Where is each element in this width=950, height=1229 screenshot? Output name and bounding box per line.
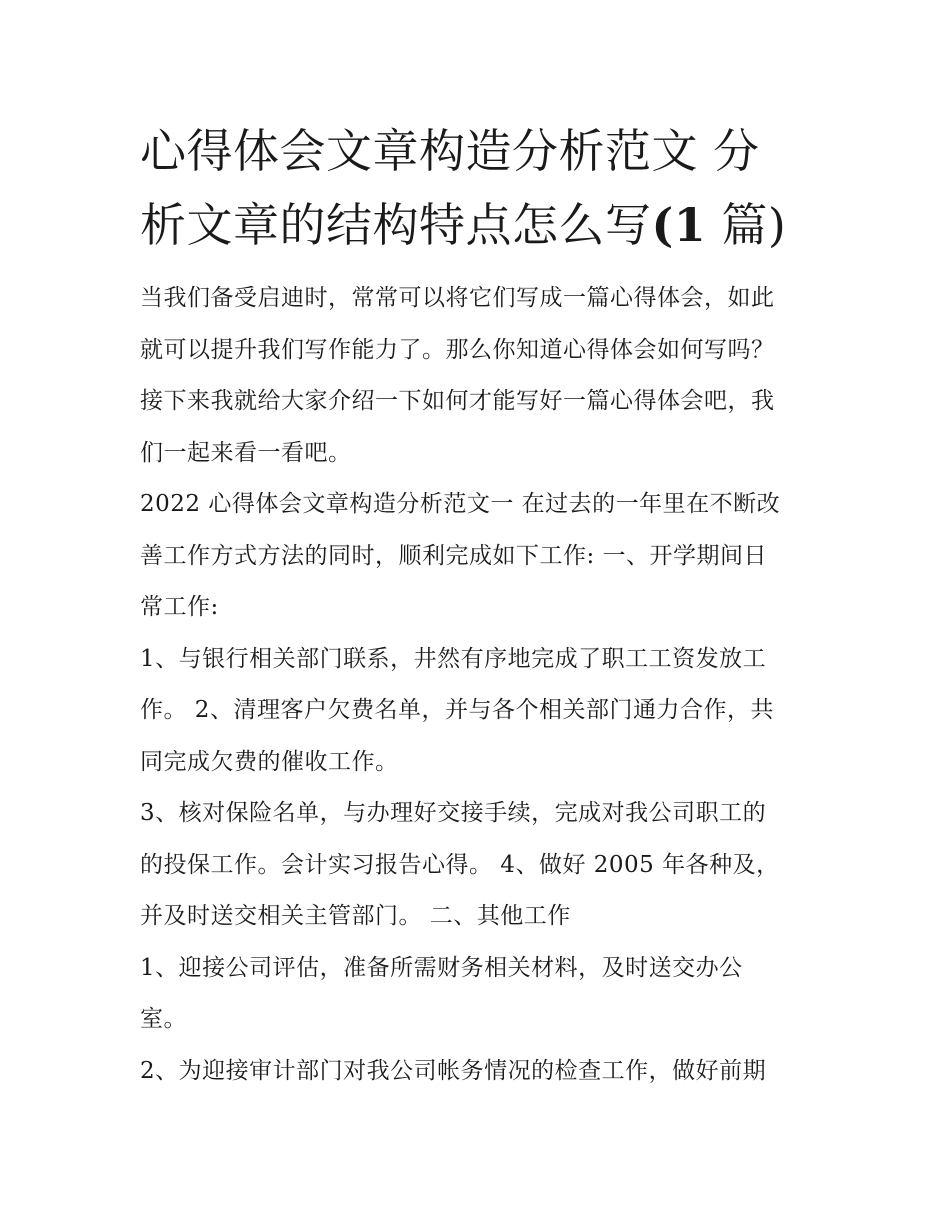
paragraph-line: 们一起来看一看吧。 <box>140 439 352 466</box>
paragraph-line: 2、为迎接审计部门对我公司帐务情况的检查工作，做好前期 <box>140 1057 767 1084</box>
paragraph-line: 的投保工作。会计实习报告心得。 4、做好 2005 年各种及， <box>140 851 780 878</box>
paragraph-line: 并及时送交相关主管部门。 二、其他工作 <box>140 903 571 929</box>
paragraph-line: 作。 2、清理客户欠费名单，并与各个相关部门通力合作，共 <box>140 697 774 723</box>
paragraph-item-1 <box>140 634 820 789</box>
paragraph-line: 1、与银行相关部门联系，井然有序地完成了职工工资发放工 <box>140 645 767 672</box>
paragraph-line: 常工作: <box>140 594 219 620</box>
paragraph-item-3 <box>140 788 820 943</box>
paragraph-sample-intro <box>140 479 820 634</box>
paragraph-line: 就可以提升我们写作能力了。那么你知道心得体会如何写吗？ <box>140 336 775 363</box>
paragraph-line: 接下来我就给大家介绍一下如何才能写好一篇心得体会吧，我 <box>140 388 775 414</box>
paragraph-line: 善工作方式方法的同时，顺利完成如下工作: 一、开学期间日 <box>140 542 768 569</box>
document-body <box>140 273 820 1097</box>
title-line-2-bold: (1 <box>651 198 707 252</box>
document-title <box>140 114 820 262</box>
title-line-2 <box>140 188 820 262</box>
title-line-1: 心得体会文章构造分析范文 分 <box>140 124 760 178</box>
paragraph-line: 室。 <box>140 1006 187 1032</box>
paragraph-other-1 <box>140 943 820 1046</box>
paragraph-line: 1、迎接公司评估，准备所需财务相关材料，及时送交办公 <box>140 954 743 981</box>
paragraph-line: 3、核对保险名单，与办理好交接手续，完成对我公司职工的 <box>140 800 767 826</box>
paragraph-intro <box>140 273 820 479</box>
title-line-2-text: 析文章的结构特点怎么写 <box>140 198 652 252</box>
paragraph-line: 2022 心得体会文章构造分析范文一 在过去的一年里在不断改 <box>140 491 781 517</box>
paragraph-line: 当我们备受启迪时，常常可以将它们写成一篇心得体会，如此 <box>140 285 775 311</box>
title-line-2-suffix: 篇) <box>706 198 787 252</box>
paragraph-other-2 <box>140 1046 820 1098</box>
paragraph-line: 同完成欠费的催收工作。 <box>140 748 399 775</box>
